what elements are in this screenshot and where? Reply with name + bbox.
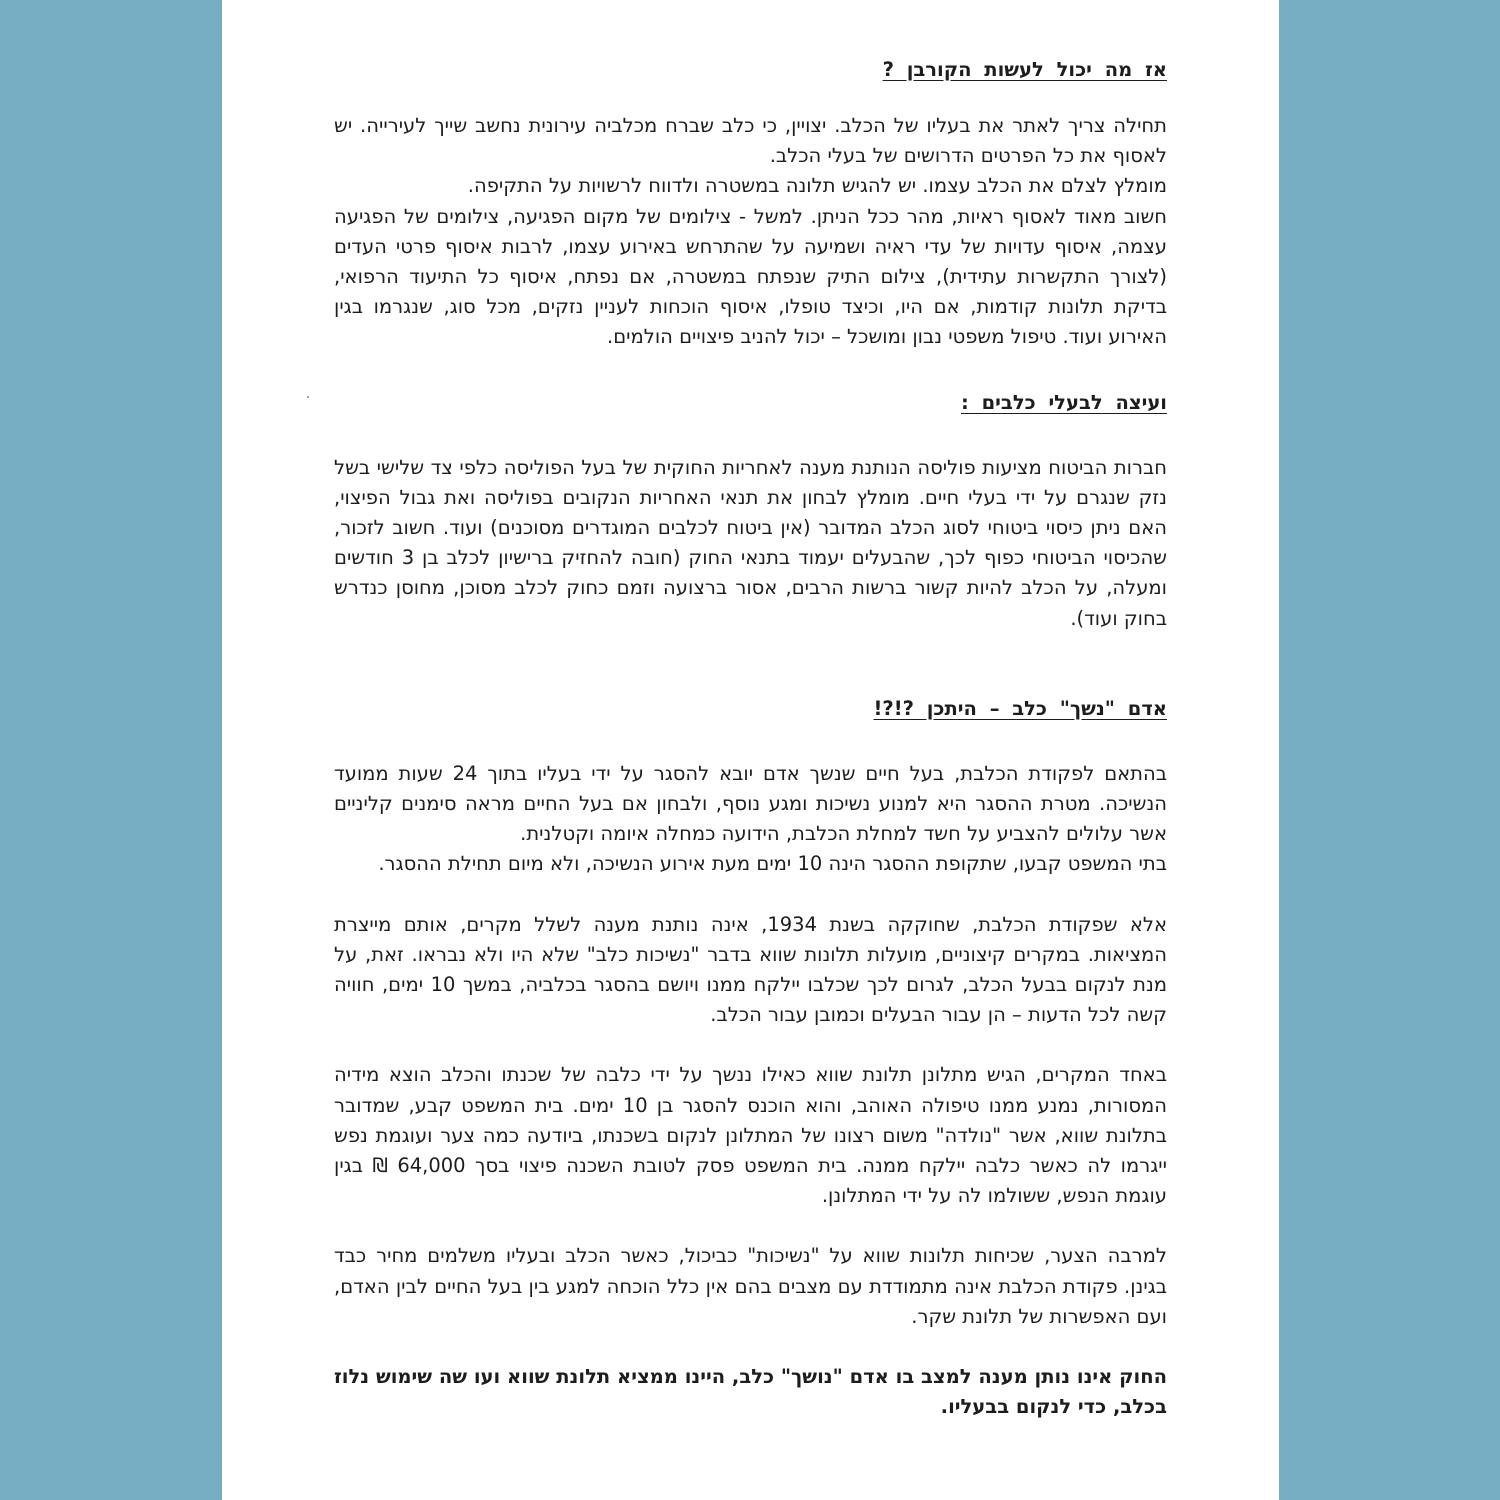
section-heading-victim: אז מה יכול לעשות הקורבן ? (882, 58, 1167, 81)
section-heading-dog-owners: ועיצה לבעלי כלבים : (961, 390, 1167, 414)
document-page (222, 0, 1279, 1500)
paragraph: בתי המשפט קבעו, שתקופת ההסגר הינה 10 ימים מעת אירוע הנשיכה, ולא מיום תחילת ההסגר. (378, 852, 1167, 876)
paragraph: חברות הביטוח מציעות פוליסה הנותנת מענה לאחריות החוקית של בעל הפוליסה כלפי צד שלישי בשל נזק שנגרם על ידי בעלי חיים. מומלץ לבחון את תנאי האחריות הנקובים בפוליסה ואת גבול הפיצוי, האם ניתן כיסוי ביטוחי לסוג הכלב המדובר (אין ביטוח לכלבים המוגדרים מסוכנים) ועוד. חשוב לזכור, שהכיסוי הביטוחי כפוף לכך, שהבעלים יעמוד בתנאי החוק (חובה להחזיק ברישיון לכלב בן 3 חודשים ומעלה, על הכלב להיות קשור ברשות הרבים, אסור ברצועה וזמם כחוק לכלב מסוכן, מחוסן כנדרש בחוק ועוד). (334, 455, 1168, 630)
scan-speck (307, 396, 309, 398)
section-heading-person-bites-dog: אדם "נשך" כלב – היתכן ?!?! (873, 696, 1167, 720)
paragraph: למרבה הצער, שכיחות תלונות שווא על "נשיכות" כביכול, כאשר הכלב ובעליו משלמים מחיר כבד בגינן. פקודת הכלבת אינה מתמודדת עם מצבים בהם אין כלל הוכחה למגע בין בעל החיים לבין האדם, ועם האפשרות של תלונת שקר. (334, 1244, 1167, 1328)
paragraph: אלא שפקודת הכלבת, שחוקקה בשנת 1934, אינה נותנת מענה לשלל מקרים, אותם מייצרת המציאות. במקרים קיצוניים, מועלות תלונות שווא בדבר "נשיכות כלב" שלא היו ולא נבראו. זאת, על מנת לנקום בבעל הכלב, לגרום לכך שכלבו יילקח ממנו ויושם בהסגר בכלביה, במשך 10 ימים, חוויה קשה לכל הדעות – הן עבור הבעלים וכמובן עבור הכלב. (334, 912, 1167, 1027)
closing-statement: החוק אינו נותן מענה למצב בו אדם "נושך" כלב, היינו ממציא תלונת שווא ועו שה שימוש נלוז בכלב, כדי לנקום בבעליו. (334, 1365, 1167, 1419)
paragraph: באחד המקרים, הגיש מתלונן תלונת שווא כאילו ננשך על ידי כלבה של שכנתו והכלב הוצא מידיה המסורות, נמנע ממנו טיפולה האוהב, והוא הוכנס להסגר בן 10 ימים. בית המשפט קבע, שמדובר בתלונת שווא, אשר "נולדה" משום רצונו של המתלונן לנקום בשכנתו, ביודעה כמה צער ועוגמת נפש ייגרמו לה כאשר כלבה יילקח ממנה. בית המשפט פסק לטובת השכנה פיצוי בסך 64,000 ₪ בגין עוגמת הנפש, ששולמו לה על ידי המתלונן. (334, 1063, 1168, 1208)
paragraph: מומלץ לצלם את הכלב עצמו. יש להגיש תלונה במשטרה ולדווח לרשויות על התקיפה. (467, 174, 1167, 198)
paragraph: תחילה צריך לאתר את בעליו של הכלב. יצויין, כי כלב שברח מכלביה עירונית נחשב שייך לעירייה. יש לאסוף את כל הפרטים הדרושים של בעלי הכלב. (334, 114, 1167, 168)
paragraph: חשוב מאוד לאסוף ראיות, מהר ככל הניתן. למשל - צילומים של מקום הפגיעה, צילומים של הפגיעה עצמה, איסוף עדויות של עדי ראיה ושמיעה על שהתרחש באירוע עצמו, לרבות איסוף פרטי העדים (לצורך התקשרות עתידית), צילום התיק שנפתח במשטרה, אם נפתח, איסוף כל התיעוד הרפואי, בדיקת תלונות קודמות, אם היו, וכיצד טופלו, איסוף הוכחות לעניין נזקים, מכל סוג, שנגרמו בגין האירוע ועוד. טיפול משפטי נבון ומושכל – יכול להניב פיצויים הולמים. (334, 204, 1167, 349)
paragraph: בהתאם לפקודת הכלבת, בעל חיים שנשך אדם יובא להסגר על ידי בעליו בתוך 24 שעות ממועד הנשיכה. מטרת ההסגר היא למנוע נשיכות ומגע נוסף, ולבחון אם בעל החיים מראה סימנים קליניים אשר עלולים להצביע על חשד למחלת הכלבת, הידועה כמחלה איומה וקטלנית. (334, 761, 1167, 846)
